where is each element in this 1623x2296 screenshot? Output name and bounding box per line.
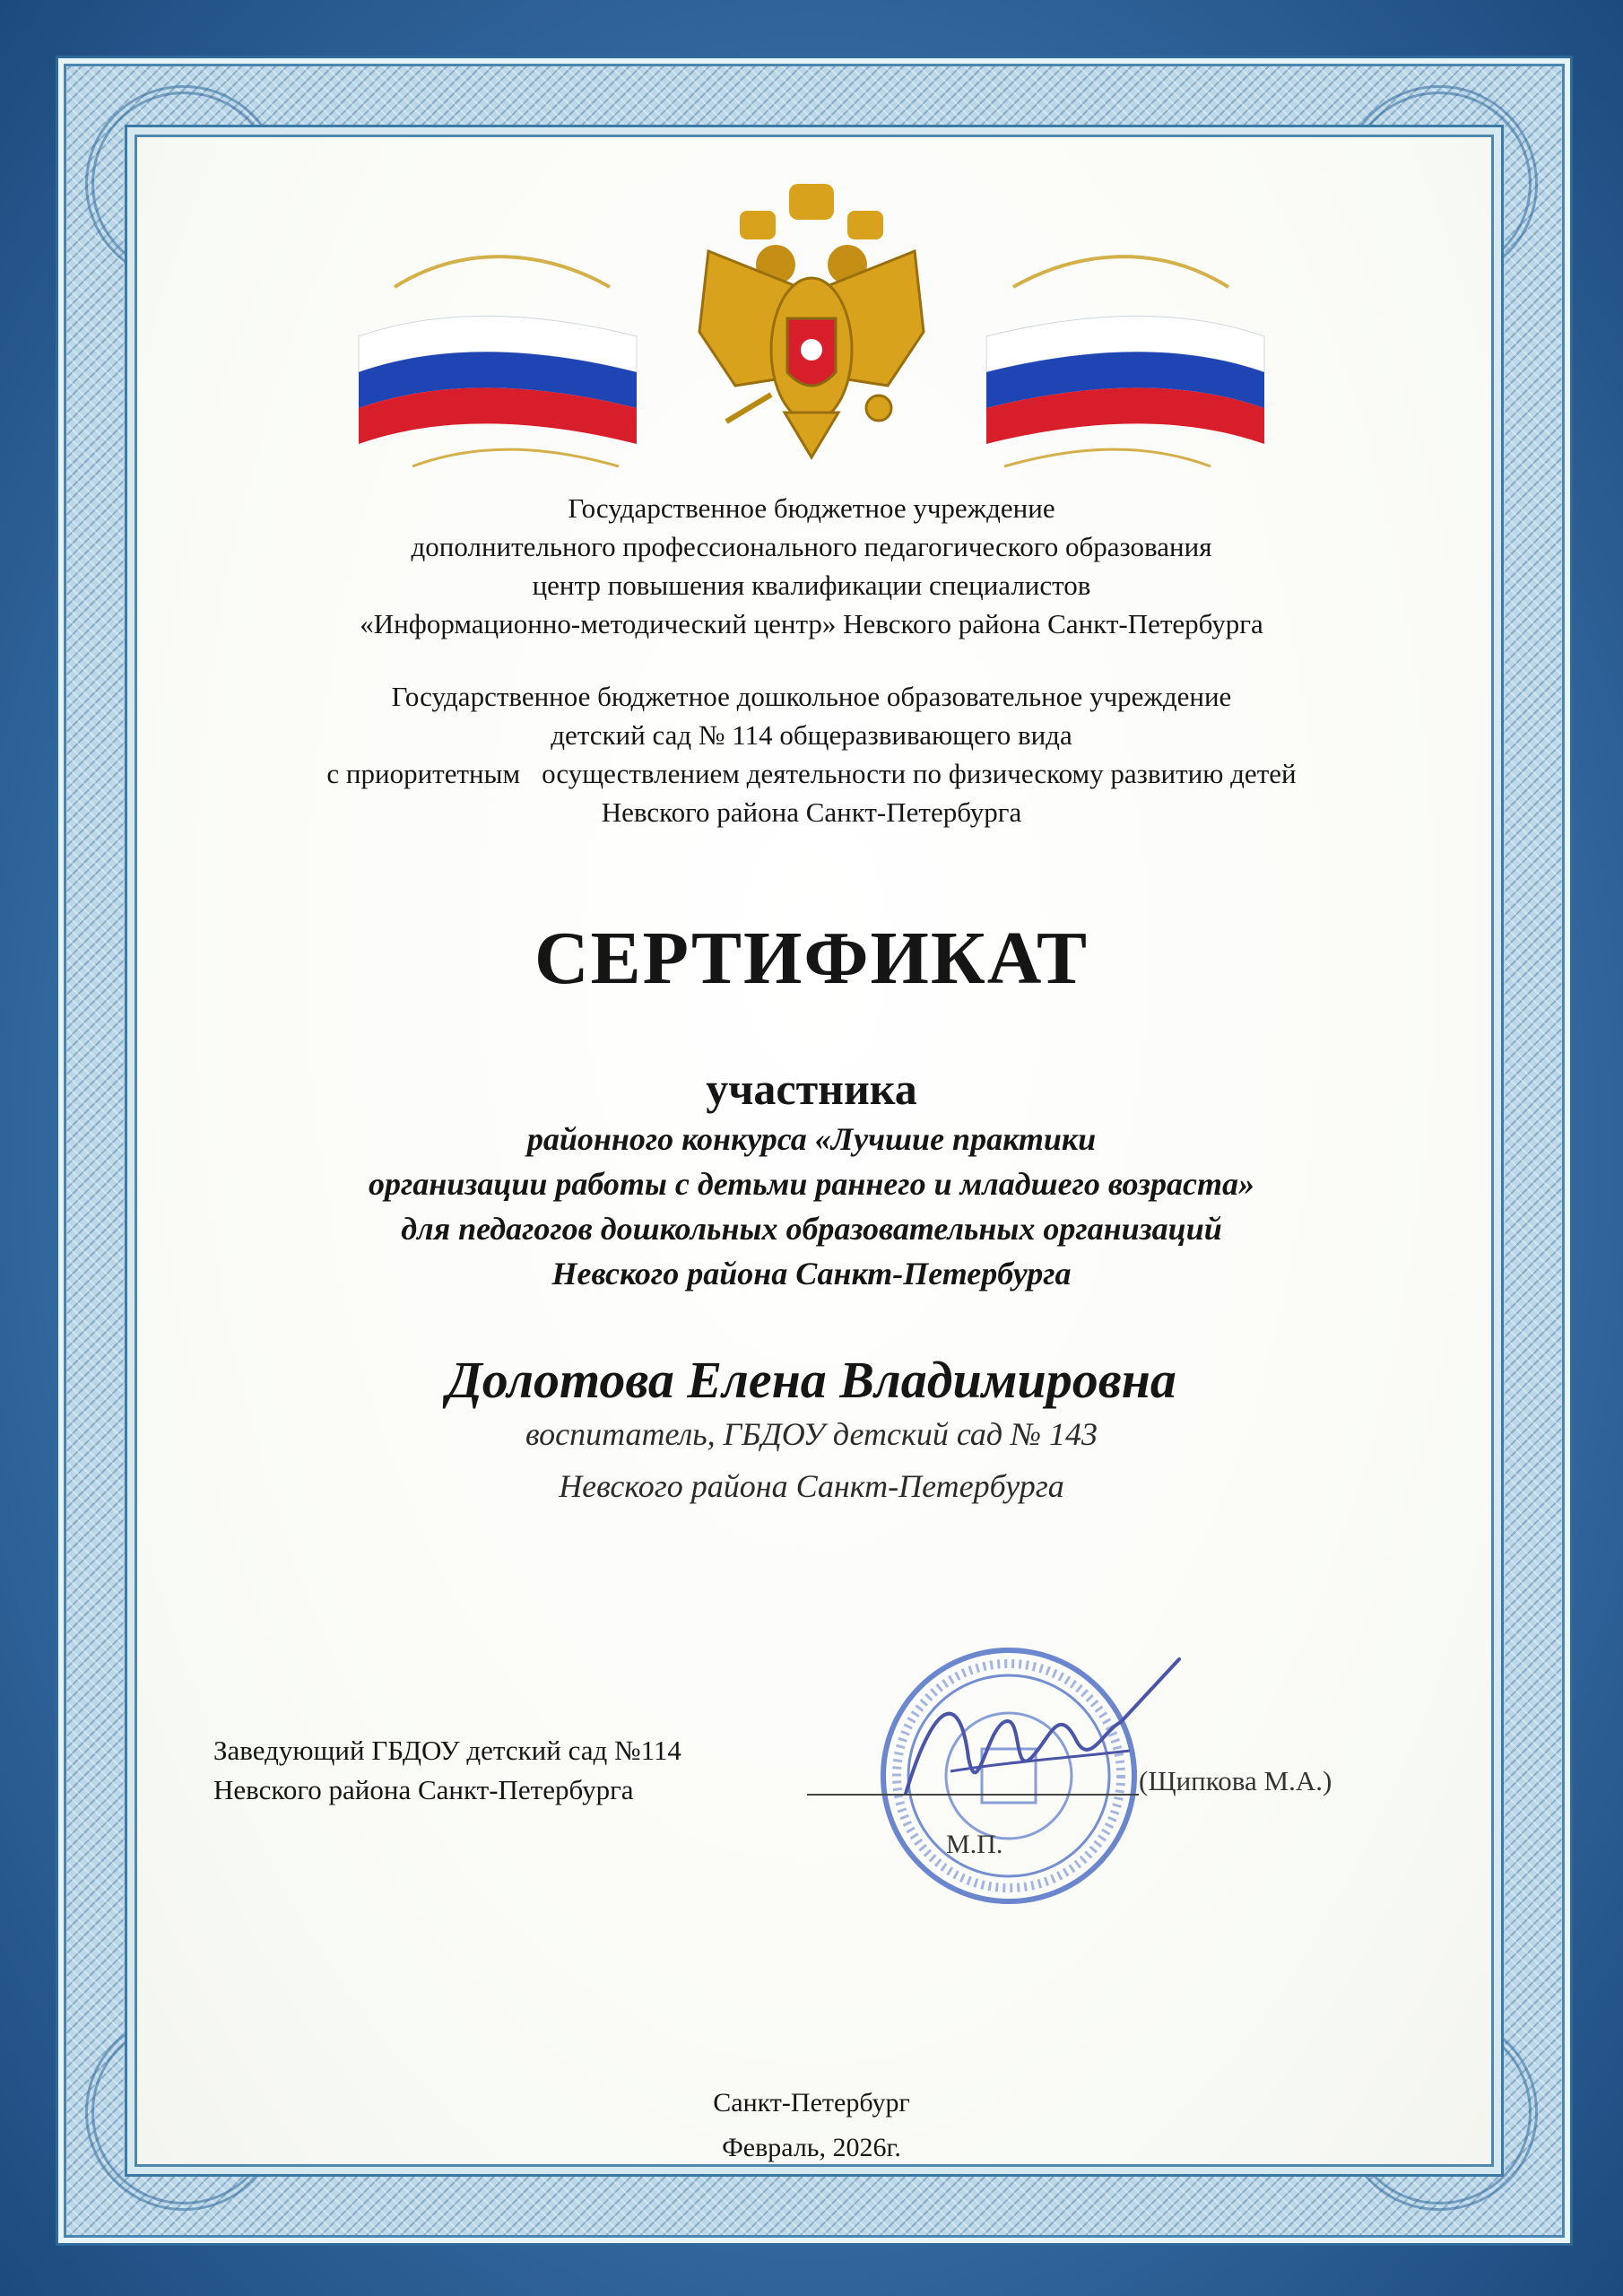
organizer-line: детский сад № 114 общеразвивающего вида <box>551 719 1072 751</box>
signatory-name: (Щипкова М.А.) <box>1139 1765 1332 1796</box>
header-emblem <box>341 179 1282 475</box>
organizer-line: «Информационно-методический центр» Невского района Санкт-Петербурга <box>360 608 1263 639</box>
organizer-line-part: осуществлением деятельности по физическому развитию детей <box>542 758 1297 789</box>
recipient-details <box>135 1408 1488 1512</box>
recipient-district: Невского района Санкт-Петербурга <box>559 1468 1064 1504</box>
seal-mark: М.П. <box>946 1830 1003 1859</box>
issue-place-date <box>135 2081 1488 2170</box>
organizer-line-part: с приоритетным <box>326 758 521 789</box>
organizer-line: Невского района Санкт-Петербурга <box>601 796 1022 828</box>
organizer-line <box>135 754 1488 793</box>
certificate-title: СЕРТИФИКАТ <box>534 917 1089 1000</box>
organizer-line: дополнительного профессионального педагогического образования <box>411 531 1212 562</box>
contest-line: районного конкурса «Лучшие практики <box>526 1121 1097 1157</box>
signatory-title-line: Заведующий ГБДОУ детский сад №114 <box>213 1735 681 1766</box>
organizer-line: Государственное бюджетное дошкольное образовательное учреждение <box>391 681 1232 712</box>
issue-date: Февраль, 2026г. <box>722 2133 901 2162</box>
signature-line <box>807 1794 1139 1796</box>
signatory-title <box>213 1731 681 1810</box>
contest-line: для педагогов дошкольных образовательных организаций <box>401 1211 1222 1247</box>
organizer-block-1 <box>135 489 1488 643</box>
organizer-line: центр повышения квалификации специалистов <box>532 570 1091 601</box>
recipient-position: воспитатель, ГБДОУ детский сад № 143 <box>525 1416 1098 1452</box>
organizer-line: Государственное бюджетное учреждение <box>568 492 1055 524</box>
recipient-name: Долотова Елена Владимировна <box>447 1351 1176 1409</box>
contest-description <box>135 1117 1488 1296</box>
issue-city: Санкт-Петербург <box>713 2088 910 2118</box>
participant-label: участника <box>706 1064 917 1114</box>
contest-line: организации работы с детьми раннего и младшего возраста» <box>368 1166 1255 1202</box>
organizer-block-2 <box>135 677 1488 831</box>
contest-line: Невского района Санкт-Петербурга <box>551 1256 1072 1292</box>
russian-coat-of-arms-icon <box>690 179 933 466</box>
signatory-title-line: Невского района Санкт-Петербурга <box>213 1774 634 1805</box>
